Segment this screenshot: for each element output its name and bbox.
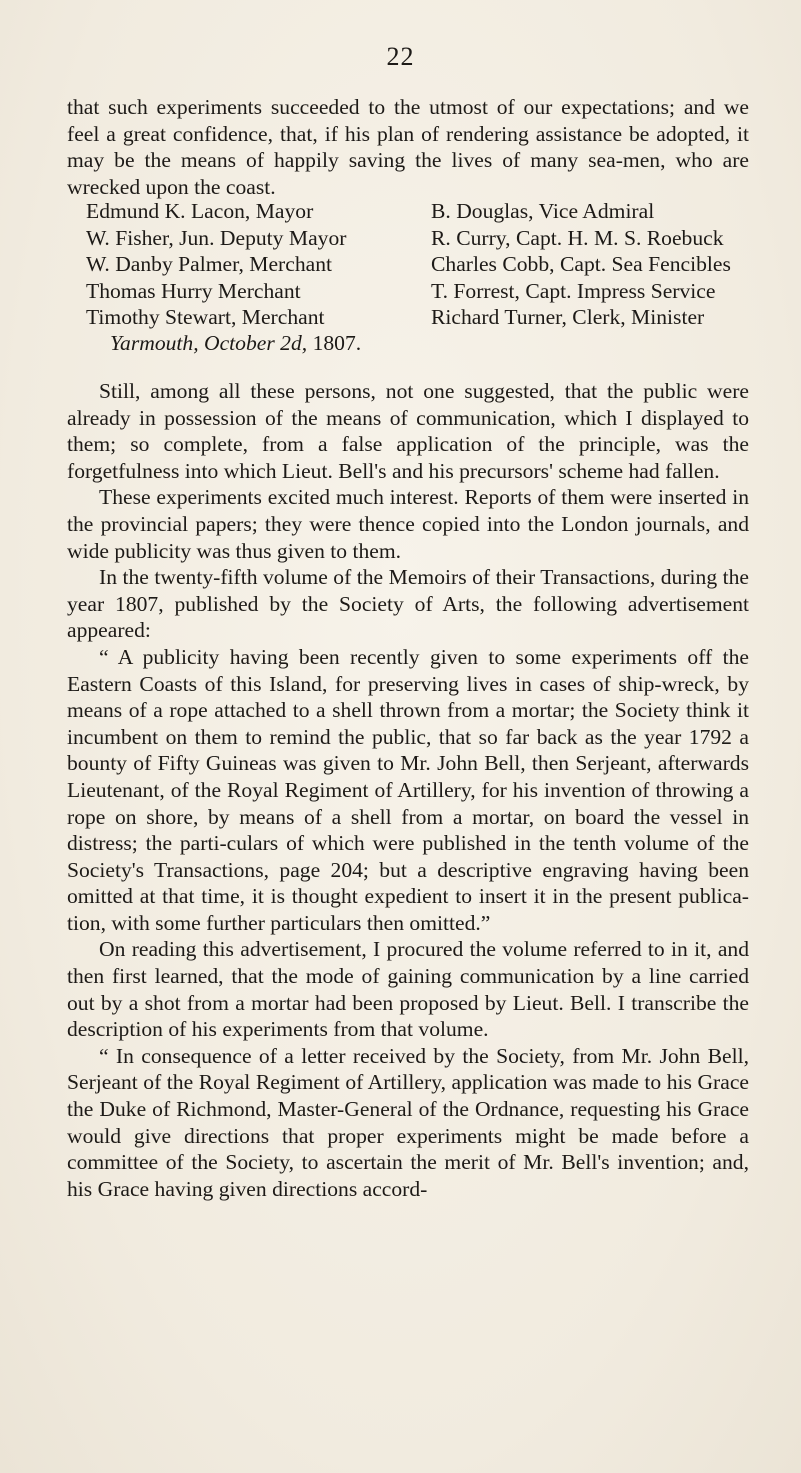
signatory: W. Danby Palmer, Merchant	[86, 252, 332, 277]
body-paragraph: In the twenty-fifth volume of the Memoirs of their Transactions, during the year 1807, published by the Society of Arts, the following advertisement appeared:	[67, 565, 749, 643]
signatories-right-column	[431, 198, 731, 331]
intro-paragraph: that such experiments succeeded to the utmost of our expectations; and we feel a great confidence, that, if his plan of rendering assistance be adopted, it may be the means of happily saving the lives of many sea-men, who are wrecked upon the coast.	[67, 95, 749, 199]
body-text-block	[67, 378, 749, 1202]
dateline-year: 1807.	[312, 331, 362, 355]
signatory: Richard Turner, Clerk, Minister	[431, 305, 705, 330]
body-paragraph: These experiments excited much interest. Reports of them were inserted in the provincial papers; they were thence copied into the London journals, and wide publicity was thus given to them.	[67, 485, 749, 563]
body-paragraph: Still, among all these persons, not one suggested, that the public were already in possession of the means of communication, which I displayed to them; so complete, from a false application of the principle, was the forgetfulness into which Lieut. Bell's and his precursors' scheme had fallen.	[67, 379, 749, 483]
dateline	[110, 331, 361, 356]
body-paragraph: On reading this advertisement, I procured the volume referred to in it, and then first learned, that the mode of gaining communication by a line carried out by a shot from a mortar had been proposed by Lieut. Bell. I transcribe the description of his experiments from that volume.	[67, 937, 749, 1042]
quoted-advertisement: “ A publicity having been recently given to some experiments off the Eastern Coasts of this Island, for preserving lives in cases of ship-wreck, by means of a rope attached to a shell thrown from a mortar; the Society think it incumbent on them to remind the public, that so far back as the year 1792 a bounty of Fifty Guineas was given to Mr. John Bell, then Serjeant, afterwards Lieutenant, of the Royal Regiment of Artillery, for his invention of throwing a rope on shore, by means of a shell from a mortar, on board the vessel in distress; the parti-culars of which were published in the tenth volume of the Society's Transactions, page 204; but a descriptive engraving having been omitted at that time, it is thought expedient to insert it in the present publica-tion, with some further particulars then omitted.”	[67, 644, 749, 935]
signatory: Charles Cobb, Capt. Sea Fencibles	[431, 252, 731, 277]
signatory: W. Fisher, Jun. Deputy Mayor	[86, 225, 347, 250]
signatory: Edmund K. Lacon, Mayor	[86, 199, 314, 223]
signatory: Timothy Stewart, Merchant	[86, 305, 325, 330]
signatory: R. Curry, Capt. H. M. S. Roebuck	[431, 225, 724, 250]
signatories-left-column	[86, 198, 346, 331]
page-number: 22	[386, 42, 415, 71]
signatory: Thomas Hurry Merchant	[86, 278, 301, 303]
intro-text-block	[67, 94, 749, 200]
signatory: T. Forrest, Capt. Impress Service	[431, 278, 716, 303]
quoted-description: “ In consequence of a letter received by the Society, from Mr. John Bell, Serjeant of the Royal Regiment of Artillery, application was made to his Grace the Duke of Richmond, Master-General of the Ordnance, requesting his Grace would give directions that proper experiments might be made before a committee of the Society, to ascertain the merit of Mr. Bell's invention; and, his Grace having given directions accord-	[67, 1043, 749, 1201]
dateline-place-date: Yarmouth, October 2d,	[110, 331, 308, 355]
signatory: B. Douglas, Vice Admiral	[431, 199, 655, 223]
